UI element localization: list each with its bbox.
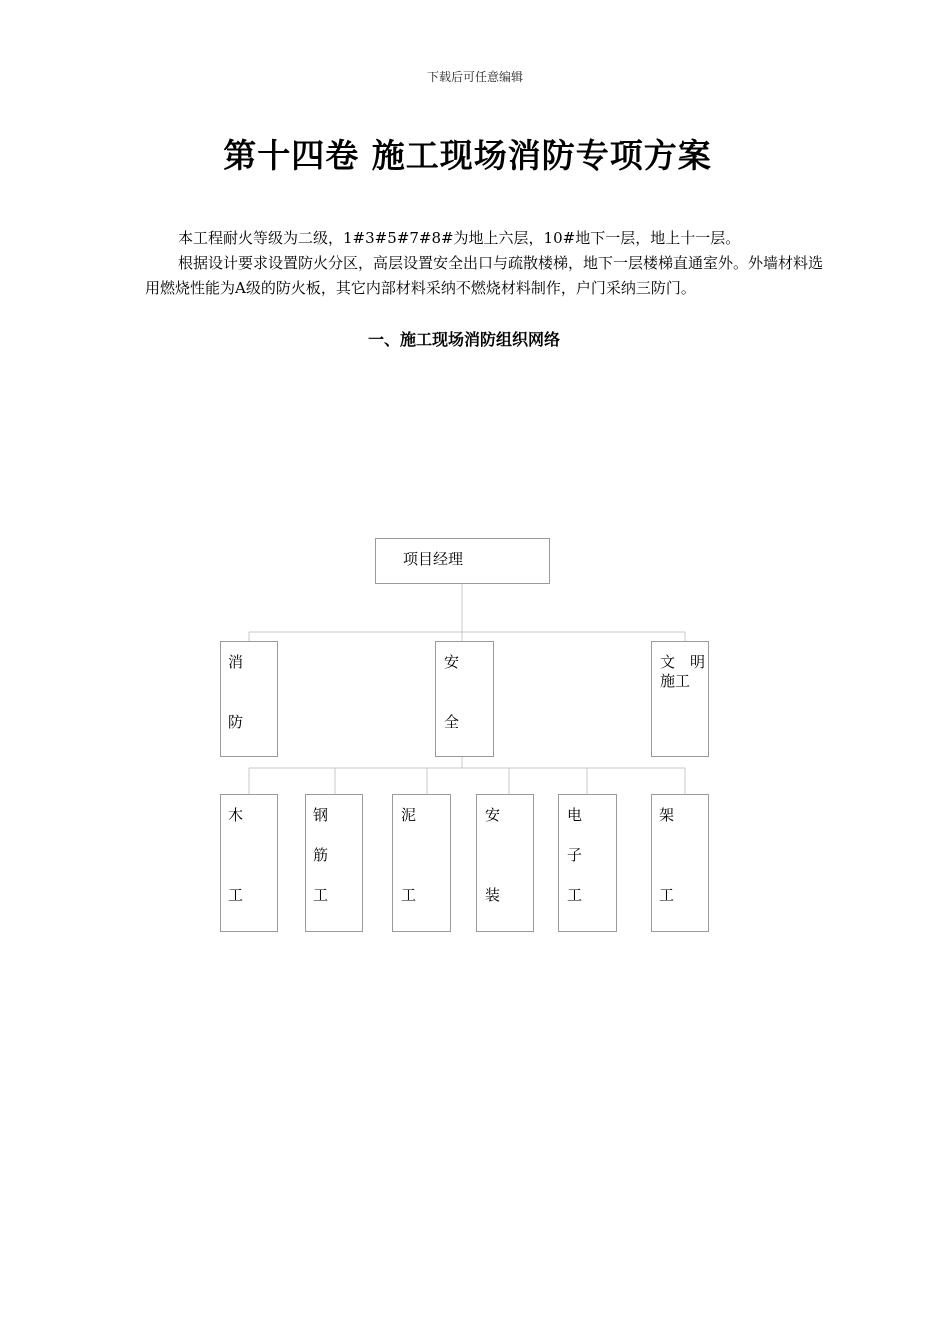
header-note: 下载后可任意编辑 [426, 70, 523, 84]
org-box-label: 工 [567, 886, 583, 904]
org-box-safety [435, 641, 494, 757]
org-box-project-manager [375, 538, 550, 584]
org-box-label: 施工 [660, 672, 691, 690]
document-title: 第十四卷 施工现场消防专项方案 [223, 136, 712, 175]
org-box-label: 架 [659, 806, 675, 824]
org-box-carpenter [220, 794, 278, 932]
org-box-label: 安 [485, 806, 501, 824]
org-box-label: 装 [485, 886, 501, 904]
org-box-label: 工 [659, 886, 675, 904]
org-box-label: 泥 [401, 806, 417, 824]
org-box-label: 子 [567, 846, 583, 864]
org-box-scaffolder [651, 794, 709, 932]
org-box-installer [476, 794, 534, 932]
org-box-label: 工 [228, 886, 244, 904]
org-box-label: 钢 [313, 806, 329, 824]
org-box-rebar-worker [305, 794, 363, 932]
paragraph-fire-rating: 本工程耐火等级为二级，1#3#5#7#8#为地上六层，10#地下一层，地上十一层。 [178, 229, 741, 247]
org-box-label: 电 [567, 806, 583, 824]
org-box-label: 文 明 [660, 653, 706, 671]
org-box-fire-control [220, 641, 278, 757]
org-box-label: 项目经理 [403, 550, 464, 568]
org-box-label: 全 [444, 713, 460, 731]
org-box-label: 工 [313, 886, 329, 904]
org-box-mason [392, 794, 451, 932]
org-box-label: 安 [444, 653, 460, 671]
org-box-label: 木 [228, 806, 244, 824]
org-box-label: 消 [228, 653, 244, 671]
org-box-label: 防 [228, 713, 244, 731]
paragraph-fire-zoning: 根据设计要求设置防火分区，高层设置安全出口与疏散楼梯，地下一层楼梯直通室外。外墙材料选用燃烧性能为A级的防火板，其它内部材料采纳不燃烧材料制作，户门采纳三防门。 [145, 254, 824, 297]
org-box-electrician [558, 794, 617, 932]
org-box-label: 筋 [313, 846, 329, 864]
org-box-label: 工 [401, 886, 417, 904]
org-box-civilized-construction [651, 641, 709, 757]
section-heading: 一、施工现场消防组织网络 [367, 330, 560, 349]
